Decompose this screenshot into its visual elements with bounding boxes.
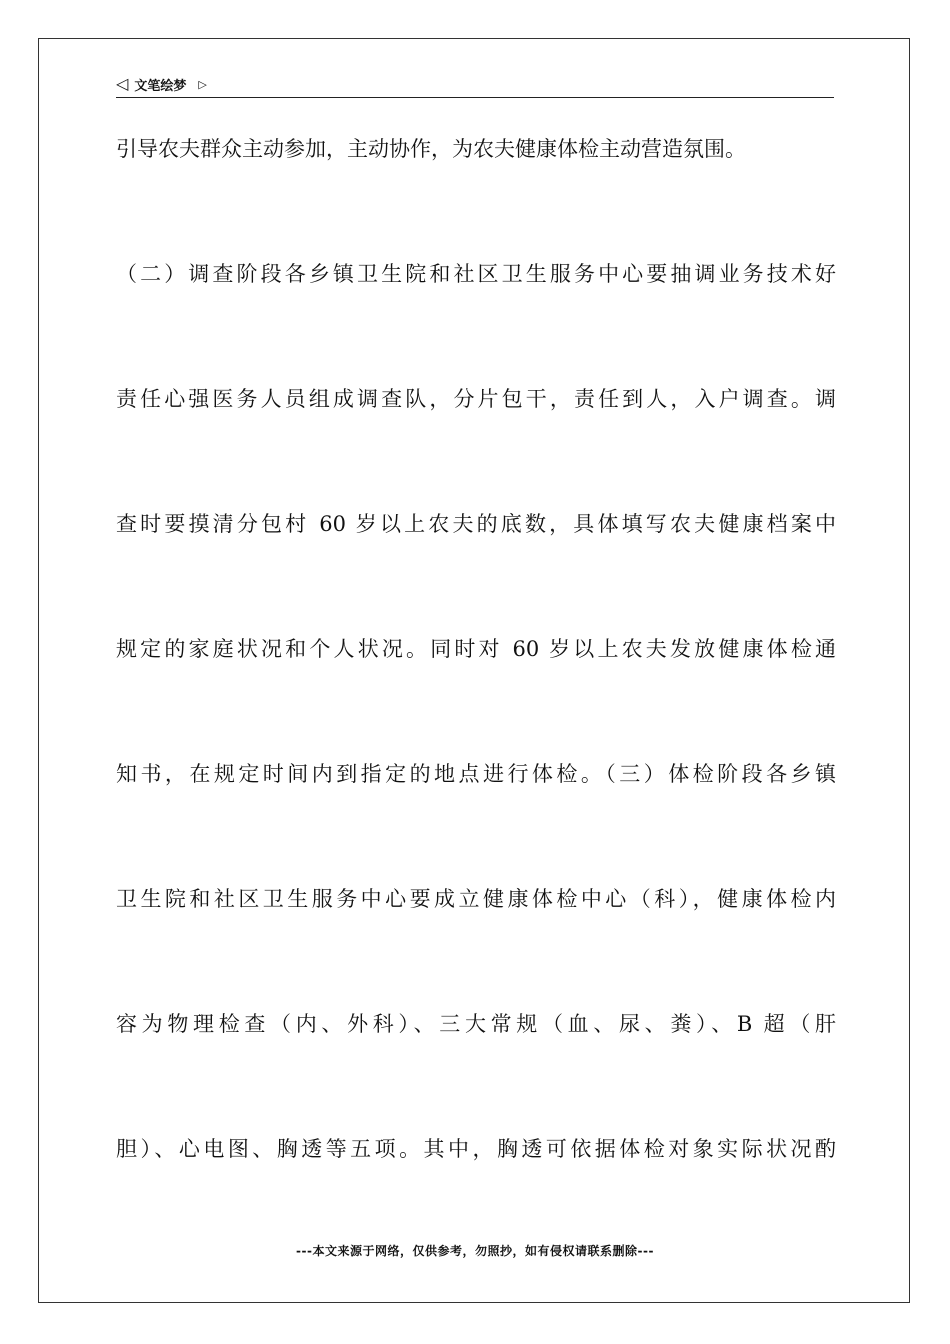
triangle-left-icon: ◁ bbox=[116, 74, 129, 93]
page-border bbox=[38, 38, 910, 1303]
page-header bbox=[116, 72, 207, 96]
body-line-4: 查时要摸清分包村 60 岁以上农夫的底数，具体填写农夫健康档案中 bbox=[116, 512, 836, 536]
body-line-7: 卫生院和社区卫生服务中心要成立健康体检中心（科），健康体检内 bbox=[116, 887, 836, 911]
header-title: 文笔绘梦 bbox=[134, 78, 187, 94]
body-line-9: 胆）、心电图、胸透等五项。其中，胸透可依据体检对象实际状况酌 bbox=[116, 1137, 836, 1161]
triangle-right-icon: ▷ bbox=[198, 77, 207, 91]
body-line-2: （二）调查阶段各乡镇卫生院和社区卫生服务中心要抽调业务技术好 bbox=[116, 262, 836, 286]
body-line-8: 容为物理检查（内、外科）、三大常规（血、尿、粪）、B 超（肝 bbox=[116, 1012, 836, 1036]
body-line-3: 责任心强医务人员组成调查队，分片包干，责任到人，入户调查。调 bbox=[116, 387, 836, 411]
body-line-1: 引导农夫群众主动参加，主动协作，为农夫健康体检主动营造氛围。 bbox=[116, 137, 746, 161]
header-rule bbox=[116, 97, 834, 98]
footer-disclaimer: ---本文来源于网络，仅供参考，勿照抄，如有侵权请联系删除--- bbox=[296, 1244, 654, 1258]
body-line-5: 规定的家庭状况和个人状况。同时对 60 岁以上农夫发放健康体检通 bbox=[116, 637, 836, 661]
body-line-6: 知书，在规定时间内到指定的地点进行体检。（三）体检阶段各乡镇 bbox=[116, 762, 836, 786]
